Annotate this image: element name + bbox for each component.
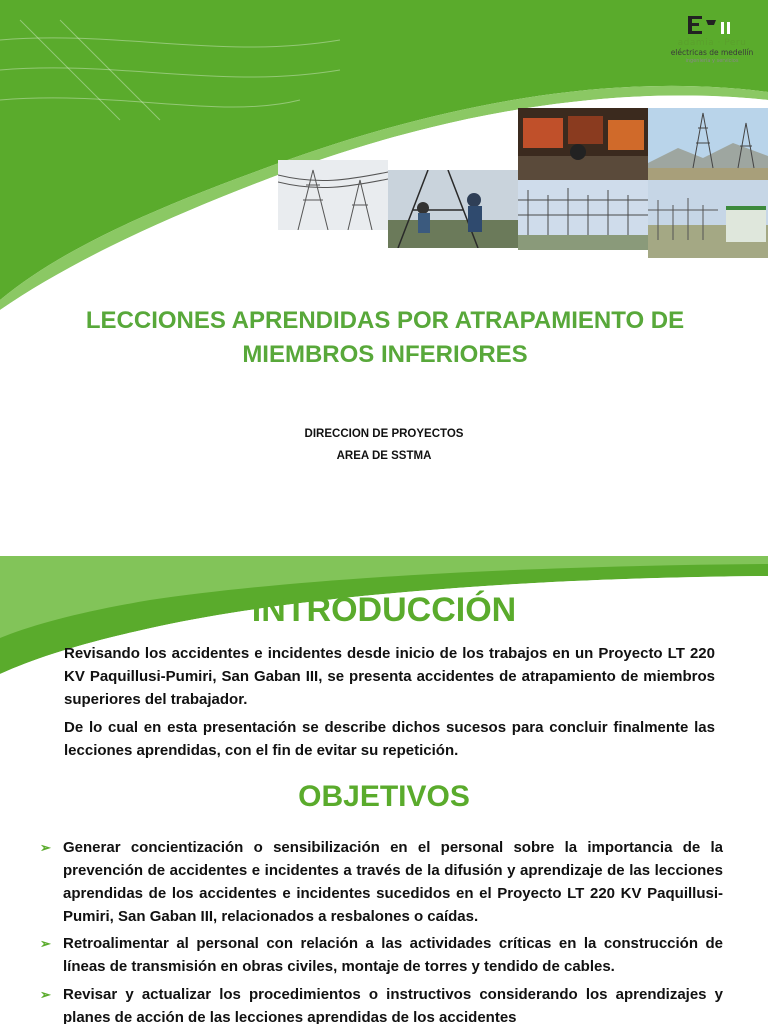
objective-item-1 [40,836,723,928]
slide-title: LECCIONES APRENDIDAS POR ATRAPAMIENTO DE MIEMBROS INFERIORES [85,307,685,368]
collage-photo-mountain-towers [648,108,768,180]
em-logo-icon [688,16,734,36]
logo-line1: adamia · Peru [677,38,747,48]
objectives-heading: OBJETIVOS [298,780,470,813]
content-slide [0,556,768,1024]
company-logo [662,14,762,66]
objective-text-2: Retroalimentar al personal con relación a las actividades críticas en la construcción de líneas de transmisión en obras civiles, montaje de torres y tendido de cables. [63,935,723,975]
intro-paragraph-1: Revisando los accidentes e incidentes desde inicio de los trabajos en un Proyecto LT 220 KV Paquillusi-Pumiri, San Gaban III, se presenta accidentes de atrapamiento de miembros superiores del trabajador. [64,645,715,708]
arrow-bullet-icon: ➢ [40,840,51,855]
subtitle-area: AREA DE SSTMA [336,450,432,462]
slide-separator [0,548,768,556]
intro-paragraph-2: De lo cual en esta presentación se describe dichos sucesos para concluir finalmente las lecciones aprendidas, con el fin de evitar su repetición. [64,719,715,759]
objective-item-2 [40,932,723,978]
objective-text-3: Revisar y actualizar los procedimientos o instructivos considerando los aprendizajes y planes de acción de las lecciones aprendidas de los accidentes [63,986,723,1024]
arrow-bullet-icon: ➢ [40,987,51,1002]
objective-item-3 [40,983,723,1024]
collage-photo-control-room [518,108,648,180]
collage-photo-workers [388,170,518,248]
intro-heading: INTRODUCCIÓN [251,591,517,629]
collage-photo-building [648,180,768,258]
logo-line3: ingeniería y servicios [685,58,739,64]
collage-photo-pylons [278,160,388,230]
objective-text-1: Generar concientización o sensibilización en el personal sobre la importancia de la prevención de accidentes e incidentes a través de la difusión y aprendizaje de las lecciones aprendidas de los accidentes e incidentes sucedidos en el Proyecto LT 220 KV Paquillusi-Pumiri, San Gaban III, relacionados a resbalones o caídas. [63,839,723,925]
collage-photo-substation [518,180,648,250]
arrow-bullet-icon: ➢ [40,936,51,951]
subtitle-direction: DIRECCION DE PROYECTOS [304,428,464,440]
logo-line2: eléctricas de medellín [670,48,754,57]
